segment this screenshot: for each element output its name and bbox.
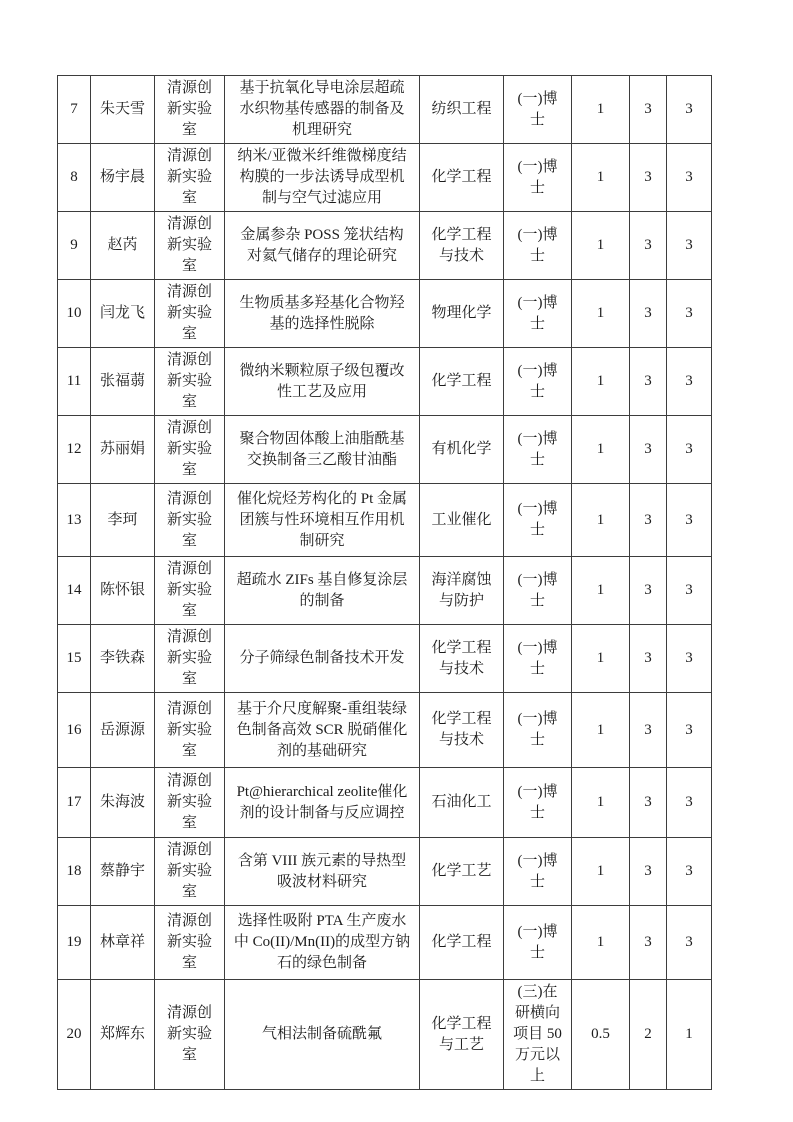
cell-discipline: 工业催化 (420, 484, 504, 557)
cell-score2: 3 (630, 484, 667, 557)
cell-category: (三)在研横向项目 50 万元以上 (504, 980, 572, 1090)
cell-score3: 3 (667, 557, 712, 625)
table-row (58, 693, 712, 768)
cell-title: 聚合物固体酸上油脂酰基交换制备三乙酸甘油酯 (225, 416, 420, 484)
cell-lab: 清源创新实验室 (155, 768, 225, 838)
cell-category: (一)博士 (504, 838, 572, 906)
table-row (58, 625, 712, 693)
cell-score2: 3 (630, 76, 667, 144)
cell-name: 苏丽娟 (91, 416, 155, 484)
cell-score2: 2 (630, 980, 667, 1090)
cell-title: 金属参杂 POSS 笼状结构对氦气储存的理论研究 (225, 212, 420, 280)
cell-title: 纳米/亚微米纤维微梯度结构膜的一步法诱导成型机制与空气过滤应用 (225, 144, 420, 212)
table-row (58, 280, 712, 348)
cell-score1: 1 (572, 484, 630, 557)
cell-name: 赵芮 (91, 212, 155, 280)
cell-category: (一)博士 (504, 906, 572, 980)
table-row (58, 906, 712, 980)
cell-score1: 1 (572, 280, 630, 348)
cell-score1: 1 (572, 906, 630, 980)
table-row (58, 768, 712, 838)
cell-name: 朱海波 (91, 768, 155, 838)
cell-seq: 14 (58, 557, 91, 625)
cell-score2: 3 (630, 212, 667, 280)
cell-name: 林章祥 (91, 906, 155, 980)
cell-category: (一)博士 (504, 144, 572, 212)
cell-score3: 3 (667, 76, 712, 144)
cell-seq: 9 (58, 212, 91, 280)
cell-discipline: 化学工程与工艺 (420, 980, 504, 1090)
cell-discipline: 化学工程 (420, 144, 504, 212)
cell-category: (一)博士 (504, 212, 572, 280)
cell-lab: 清源创新实验室 (155, 625, 225, 693)
cell-discipline: 化学工程 (420, 906, 504, 980)
cell-score3: 3 (667, 212, 712, 280)
cell-name: 朱天雪 (91, 76, 155, 144)
table-row (58, 557, 712, 625)
cell-name: 郑辉东 (91, 980, 155, 1090)
cell-score1: 1 (572, 838, 630, 906)
cell-score1: 1 (572, 144, 630, 212)
cell-title: 基于介尺度解聚-重组装绿色制备高效 SCR 脱硝催化剂的基础研究 (225, 693, 420, 768)
table-row (58, 76, 712, 144)
cell-name: 李珂 (91, 484, 155, 557)
table-body (58, 76, 712, 1090)
cell-title: 分子筛绿色制备技术开发 (225, 625, 420, 693)
cell-score3: 3 (667, 625, 712, 693)
cell-lab: 清源创新实验室 (155, 416, 225, 484)
cell-score3: 3 (667, 280, 712, 348)
cell-score1: 1 (572, 212, 630, 280)
cell-discipline: 石油化工 (420, 768, 504, 838)
cell-discipline: 纺织工程 (420, 76, 504, 144)
cell-name: 岳源源 (91, 693, 155, 768)
cell-seq: 18 (58, 838, 91, 906)
cell-lab: 清源创新实验室 (155, 76, 225, 144)
table-row (58, 838, 712, 906)
cell-discipline: 化学工程与技术 (420, 625, 504, 693)
cell-category: (一)博士 (504, 484, 572, 557)
cell-score3: 1 (667, 980, 712, 1090)
table-row (58, 212, 712, 280)
table-row (58, 484, 712, 557)
cell-name: 李铁森 (91, 625, 155, 693)
cell-score1: 1 (572, 557, 630, 625)
cell-lab: 清源创新实验室 (155, 144, 225, 212)
cell-seq: 15 (58, 625, 91, 693)
cell-lab: 清源创新实验室 (155, 906, 225, 980)
cell-category: (一)博士 (504, 416, 572, 484)
cell-category: (一)博士 (504, 768, 572, 838)
cell-score1: 1 (572, 416, 630, 484)
cell-score3: 3 (667, 416, 712, 484)
cell-discipline: 化学工程与技术 (420, 693, 504, 768)
research-projects-table (57, 75, 712, 1090)
cell-score3: 3 (667, 144, 712, 212)
cell-title: 基于抗氧化导电涂层超疏水织物基传感器的制备及机理研究 (225, 76, 420, 144)
cell-seq: 20 (58, 980, 91, 1090)
cell-lab: 清源创新实验室 (155, 838, 225, 906)
table-row (58, 348, 712, 416)
cell-name: 张福蒻 (91, 348, 155, 416)
cell-discipline: 物理化学 (420, 280, 504, 348)
cell-name: 蔡静宇 (91, 838, 155, 906)
table-row (58, 416, 712, 484)
cell-discipline: 海洋腐蚀与防护 (420, 557, 504, 625)
cell-score2: 3 (630, 280, 667, 348)
cell-score3: 3 (667, 906, 712, 980)
cell-score1: 1 (572, 625, 630, 693)
cell-discipline: 化学工程 (420, 348, 504, 416)
cell-lab: 清源创新实验室 (155, 280, 225, 348)
cell-score2: 3 (630, 693, 667, 768)
cell-seq: 8 (58, 144, 91, 212)
cell-score3: 3 (667, 768, 712, 838)
cell-name: 杨宇晨 (91, 144, 155, 212)
cell-discipline: 化学工艺 (420, 838, 504, 906)
cell-category: (一)博士 (504, 348, 572, 416)
cell-category: (一)博士 (504, 76, 572, 144)
cell-score2: 3 (630, 416, 667, 484)
cell-name: 陈怀银 (91, 557, 155, 625)
cell-score1: 0.5 (572, 980, 630, 1090)
cell-title: 超疏水 ZIFs 基自修复涂层的制备 (225, 557, 420, 625)
cell-title: 气相法制备硫酰氟 (225, 980, 420, 1090)
cell-score1: 1 (572, 348, 630, 416)
cell-score2: 3 (630, 348, 667, 416)
cell-lab: 清源创新实验室 (155, 212, 225, 280)
cell-score2: 3 (630, 625, 667, 693)
cell-lab: 清源创新实验室 (155, 348, 225, 416)
cell-lab: 清源创新实验室 (155, 557, 225, 625)
cell-category: (一)博士 (504, 557, 572, 625)
cell-score3: 3 (667, 484, 712, 557)
cell-discipline: 化学工程与技术 (420, 212, 504, 280)
cell-score1: 1 (572, 768, 630, 838)
cell-seq: 13 (58, 484, 91, 557)
cell-lab: 清源创新实验室 (155, 693, 225, 768)
cell-seq: 10 (58, 280, 91, 348)
table-row (58, 980, 712, 1090)
cell-lab: 清源创新实验室 (155, 484, 225, 557)
cell-seq: 7 (58, 76, 91, 144)
cell-score3: 3 (667, 348, 712, 416)
table-row (58, 144, 712, 212)
cell-category: (一)博士 (504, 280, 572, 348)
cell-score3: 3 (667, 693, 712, 768)
cell-score2: 3 (630, 838, 667, 906)
cell-title: 选择性吸附 PTA 生产废水中 Co(II)/Mn(II)的成型方钠石的绿色制备 (225, 906, 420, 980)
cell-seq: 11 (58, 348, 91, 416)
cell-seq: 17 (58, 768, 91, 838)
cell-name: 闫龙飞 (91, 280, 155, 348)
cell-title: 微纳米颗粒原子级包覆改性工艺及应用 (225, 348, 420, 416)
cell-score3: 3 (667, 838, 712, 906)
cell-score2: 3 (630, 557, 667, 625)
cell-seq: 19 (58, 906, 91, 980)
cell-lab: 清源创新实验室 (155, 980, 225, 1090)
cell-title: 生物质基多羟基化合物羟基的选择性脱除 (225, 280, 420, 348)
cell-score2: 3 (630, 906, 667, 980)
cell-title: Pt@hierarchical zeolite催化剂的设计制备与反应调控 (225, 768, 420, 838)
cell-score2: 3 (630, 144, 667, 212)
cell-score1: 1 (572, 76, 630, 144)
cell-score2: 3 (630, 768, 667, 838)
cell-seq: 16 (58, 693, 91, 768)
cell-category: (一)博士 (504, 625, 572, 693)
cell-title: 含第 VIII 族元素的导热型吸波材料研究 (225, 838, 420, 906)
cell-seq: 12 (58, 416, 91, 484)
cell-score1: 1 (572, 693, 630, 768)
cell-discipline: 有机化学 (420, 416, 504, 484)
cell-title: 催化烷烃芳构化的 Pt 金属团簇与性环境相互作用机制研究 (225, 484, 420, 557)
cell-category: (一)博士 (504, 693, 572, 768)
